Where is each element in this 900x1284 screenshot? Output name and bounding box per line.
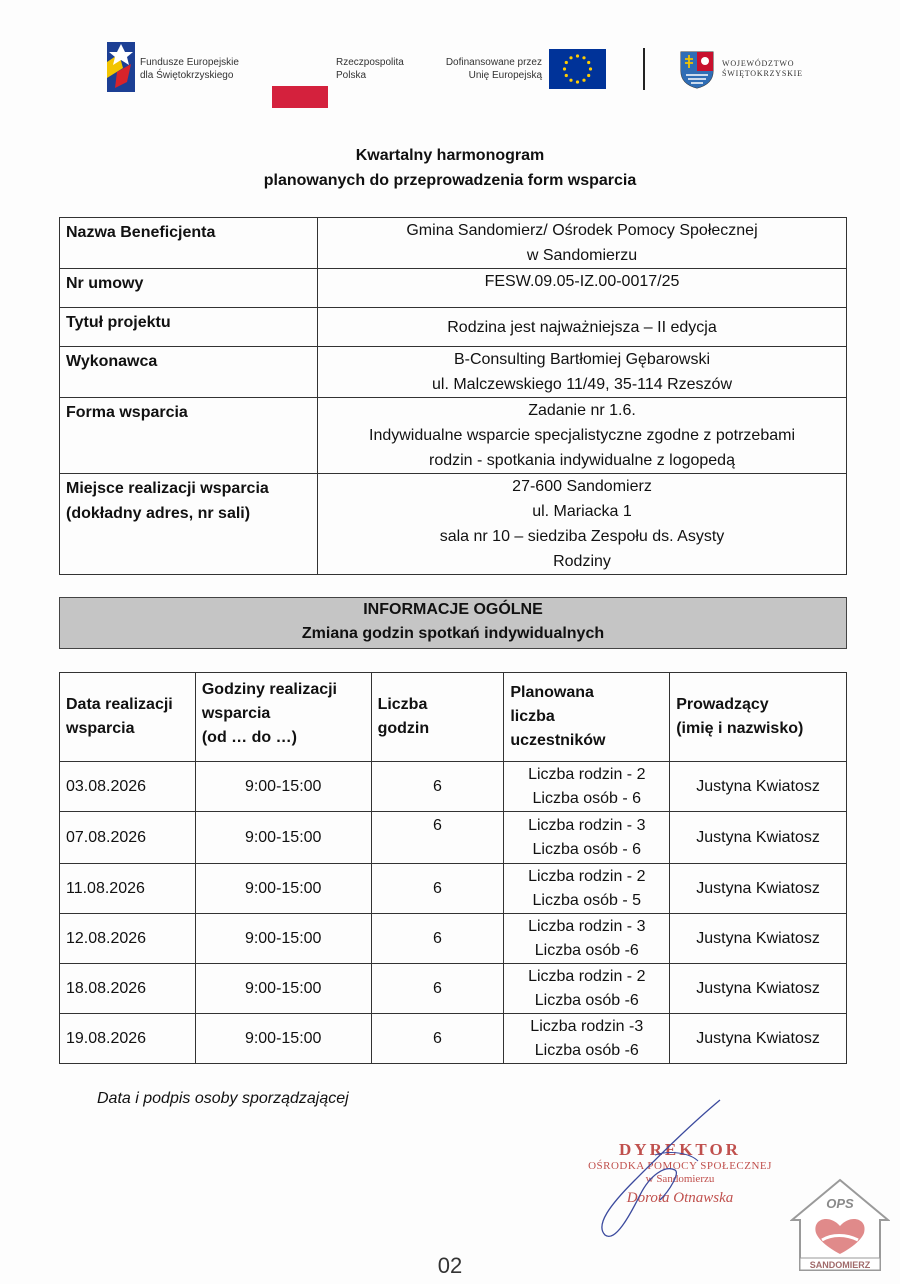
general-info-title: INFORMACJE OGÓLNE: [363, 601, 543, 618]
document-title: [0, 143, 900, 193]
eu-flag-icon: [549, 49, 606, 89]
info-value: Rodzina jest najważniejsza – II edycja: [318, 308, 847, 347]
column-header-count: Liczba godzin: [371, 673, 504, 762]
info-row-tytul: [60, 308, 847, 347]
cell-date: 07.08.2026: [60, 812, 196, 864]
title-line-2: planowanych do przeprowadzenia form wsparcia: [263, 172, 637, 189]
info-label: Tytuł projektu: [60, 308, 318, 347]
swietokrzyskie-crest-icon: [680, 51, 714, 89]
general-info-subtitle: Zmiana godzin spotkań indywidualnych: [301, 625, 605, 642]
cell-hours: 9:00-15:00: [195, 762, 371, 812]
svg-text:SANDOMIERZ: SANDOMIERZ: [809, 1260, 871, 1270]
column-header-leader: Prowadzący (imię i nazwisko): [670, 673, 847, 762]
info-row-umowa: [60, 269, 847, 308]
cell-date: 03.08.2026: [60, 762, 196, 812]
cell-participants: Liczba rodzin - 3 Liczba osób - 6: [504, 812, 670, 864]
info-label: Nazwa Beneficjenta: [60, 218, 318, 269]
cell-count: 6: [371, 864, 504, 914]
info-row-miejsce: [60, 474, 847, 575]
cell-leader: Justyna Kwiatosz: [670, 762, 847, 812]
table-row: [60, 864, 847, 914]
info-row-wykonawca: [60, 347, 847, 398]
info-value: B-Consulting Bartłomiej Gębarowski ul. Malczewskiego 11/49, 35-114 Rzeszów: [318, 347, 847, 398]
svg-text:OPS: OPS: [826, 1196, 854, 1211]
cell-count: 6: [371, 914, 504, 964]
general-info-header: [59, 597, 847, 649]
cell-participants: Liczba rodzin -3 Liczba osób -6: [504, 1014, 670, 1064]
cell-hours: 9:00-15:00: [195, 812, 371, 864]
info-label: Miejsce realizacji wsparcia (dokładny adres, nr sali): [60, 474, 318, 575]
table-row: [60, 914, 847, 964]
stamp-institution: OŚRODKA POMOCY SPOŁECZNEJ: [588, 1160, 772, 1172]
poland-flag-red-icon: [272, 86, 328, 108]
eu-funding-label: Dofinansowane przez Unię Europejską: [445, 57, 542, 81]
cell-participants: Liczba rodzin - 2 Liczba osób -6: [504, 964, 670, 1014]
cell-participants: Liczba rodzin - 2 Liczba osób - 6: [504, 762, 670, 812]
cell-hours: 9:00-15:00: [195, 964, 371, 1014]
cell-participants: Liczba rodzin - 2 Liczba osób - 5: [504, 864, 670, 914]
info-row-beneficjent: [60, 218, 847, 269]
rzeczpospolita-label: Rzeczpospolita Polska: [336, 57, 404, 81]
cell-count: 6: [371, 1014, 504, 1064]
stamp-city: w Sandomierzu: [645, 1173, 715, 1185]
handwritten-signature-icon: [580, 1095, 740, 1245]
table-row: [60, 762, 847, 812]
column-header-date: Data realizacji wsparcia: [60, 673, 196, 762]
info-value: 27-600 Sandomierz ul. Mariacka 1 sala nr 10 – siedziba Zespołu ds. Asysty Rodziny: [318, 474, 847, 575]
info-label: Wykonawca: [60, 347, 318, 398]
schedule-header-row: [60, 673, 847, 762]
cell-date: 12.08.2026: [60, 914, 196, 964]
info-value: FESW.09.05-IZ.00-0017/25: [318, 269, 847, 308]
info-value: Zadanie nr 1.6. Indywidualne wsparcie specjalistyczne zgodne z potrzebami rodzin - spotkania indywidualne z logopedą: [318, 398, 847, 474]
wojewodztwo-label: WOJEWÓDZTWO ŚWIĘTOKRZYSKIE: [722, 59, 803, 78]
fundusze-europejskie-logo-icon: [107, 42, 135, 92]
cell-date: 19.08.2026: [60, 1014, 196, 1064]
cell-leader: Justyna Kwiatosz: [670, 1014, 847, 1064]
cell-leader: Justyna Kwiatosz: [670, 964, 847, 1014]
info-value: Gmina Sandomierz/ Ośrodek Pomocy Społecznej w Sandomierzu: [318, 218, 847, 269]
cell-leader: Justyna Kwiatosz: [670, 914, 847, 964]
info-label: Nr umowy: [60, 269, 318, 308]
info-row-forma: [60, 398, 847, 474]
schedule-table: [59, 672, 847, 1064]
cell-date: 11.08.2026: [60, 864, 196, 914]
column-header-hours: Godziny realizacji wsparcia (od … do …): [195, 673, 371, 762]
table-row: [60, 812, 847, 864]
cell-hours: 9:00-15:00: [195, 914, 371, 964]
cell-participants: Liczba rodzin - 3 Liczba osób -6: [504, 914, 670, 964]
column-header-participants: Planowana liczba uczestników: [504, 673, 670, 762]
logo-bar: [0, 40, 900, 96]
logo-separator: [643, 48, 645, 90]
info-label: Forma wsparcia: [60, 398, 318, 474]
stamp-name: Dorota Otnawska: [626, 1190, 734, 1206]
title-line-1: Kwartalny harmonogram: [355, 147, 545, 164]
cell-hours: 9:00-15:00: [195, 1014, 371, 1064]
poland-flag-white-icon: [272, 64, 328, 86]
stamp-title: DYREKTOR: [619, 1140, 741, 1159]
cell-hours: 9:00-15:00: [195, 864, 371, 914]
cell-count: 6: [371, 964, 504, 1014]
cell-leader: Justyna Kwiatosz: [670, 812, 847, 864]
cell-count: 6: [371, 762, 504, 812]
table-row: [60, 964, 847, 1014]
cell-leader: Justyna Kwiatosz: [670, 864, 847, 914]
page-number: 02: [437, 1253, 463, 1278]
cell-count: 6: [371, 812, 504, 864]
project-info-table: [59, 217, 847, 575]
cell-date: 18.08.2026: [60, 964, 196, 1014]
signature-label: Data i podpis osoby sporządzającej: [97, 1090, 349, 1107]
table-row: [60, 1014, 847, 1064]
fundusze-europejskie-label: Fundusze Europejskie dla Świętokrzyskiego: [140, 57, 239, 81]
